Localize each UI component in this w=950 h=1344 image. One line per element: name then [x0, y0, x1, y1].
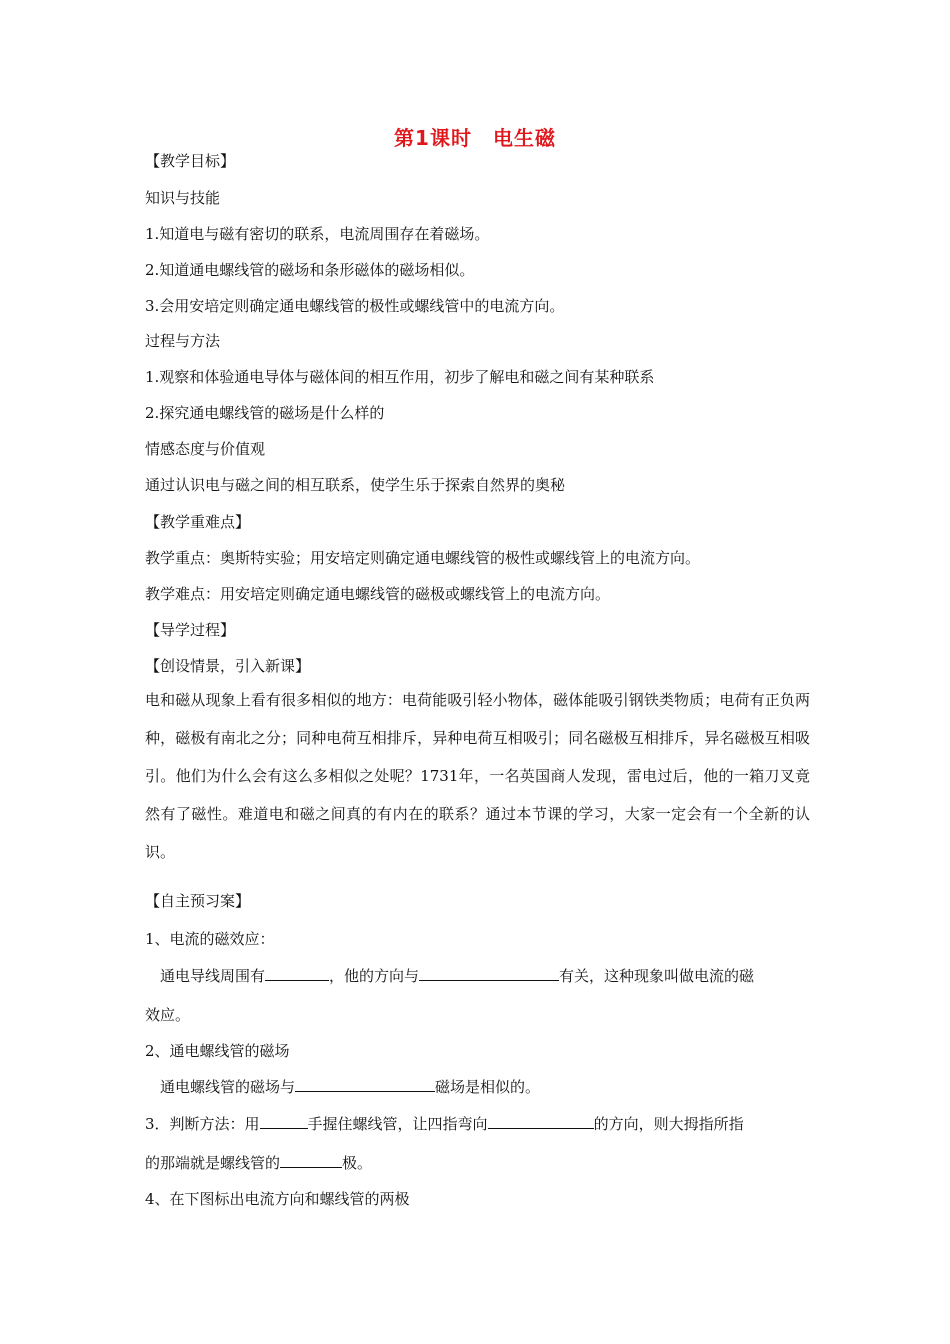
fill-blank[interactable]	[488, 1113, 594, 1129]
objective-item: 1.知道电与磁有密切的联系，电流周围存在着磁场。	[145, 225, 490, 243]
subheading-process-method: 过程与方法	[145, 332, 221, 350]
fill-blank[interactable]	[295, 1076, 435, 1092]
fill-blank[interactable]	[260, 1113, 308, 1129]
question-text: 通电导线周围有	[160, 967, 266, 985]
section-heading-objectives: 【教学目标】	[145, 152, 236, 170]
key-point: 教学重点：奥斯特实验；用安培定则确定通电螺线管的极性或螺线管上的电流方向。	[145, 549, 701, 567]
objective-item: 2.知道通电螺线管的磁场和条形磁体的磁场相似。	[145, 261, 475, 279]
question-2-title: 2、通电螺线管的磁场	[145, 1042, 290, 1060]
question-1-title: 1、电流的磁效应：	[145, 930, 275, 948]
section-heading-process: 【导学过程】	[145, 621, 236, 639]
question-text: 磁场是相似的。	[435, 1078, 541, 1096]
subheading-knowledge-skills: 知识与技能	[145, 189, 221, 207]
question-text: 极。	[342, 1154, 373, 1172]
question-1-continuation: 效应。	[145, 1006, 191, 1024]
subheading-attitude-values: 情感态度与价值观	[145, 440, 266, 458]
fill-blank[interactable]	[265, 965, 329, 981]
question-3-continuation	[145, 1152, 372, 1174]
objective-item: 3.会用安培定则确定通电螺线管的极性或螺线管中的电流方向。	[145, 297, 565, 315]
question-text: ，他的方向与	[329, 967, 420, 985]
difficult-point: 教学难点：用安培定则确定通电螺线管的磁极或螺线管上的电流方向。	[145, 585, 611, 603]
question-text: 的那端就是螺线管的	[145, 1154, 281, 1172]
page-title: 第1课时 电生磁	[394, 126, 556, 150]
question-4-title: 4、在下图标出电流方向和螺线管的两极	[145, 1190, 410, 1208]
objective-item: 2.探究通电螺线管的磁场是什么样的	[145, 404, 385, 422]
section-heading-intro: 【创设情景，引入新课】	[145, 657, 311, 675]
question-2-line	[160, 1076, 540, 1098]
question-text: 手握住螺线管，让四指弯向	[307, 1115, 488, 1133]
intro-paragraph: 电和磁从现象上看有很多相似的地方：电荷能吸引轻小物体，磁体能吸引钢铁类物质；电荷有正负两种，磁极有南北之分；同种电荷互相排斥，异种电荷互相吸引；同名磁极互相排斥，异名磁极互相吸引。他们为什么会有这么多相似之处呢？1731年，一名英国商人发现，雷电过后，他的一箱刀叉竟然有了磁性。难道电和磁之间真的有内在的联系？通过本节课的学习，大家一定会有一个全新的认识。	[145, 691, 810, 861]
question-text: 通电螺线管的磁场与	[160, 1078, 296, 1096]
question-1-line	[160, 965, 754, 987]
section-heading-key-points: 【教学重难点】	[145, 513, 251, 531]
question-text: 3．判断方法：用	[145, 1115, 260, 1133]
objective-item: 1.观察和体验通电导体与磁体间的相互作用，初步了解电和磁之间有某种联系	[145, 368, 655, 386]
question-text: 有关，这种现象叫做电流的磁	[559, 967, 755, 985]
question-3-line	[145, 1113, 744, 1135]
objective-item: 通过认识电与磁之间的相互联系，使学生乐于探索自然界的奥秘	[145, 476, 566, 494]
question-text: 的方向，则大拇指所指	[593, 1115, 744, 1133]
fill-blank[interactable]	[419, 965, 559, 981]
section-heading-preview: 【自主预习案】	[145, 892, 251, 910]
fill-blank[interactable]	[280, 1152, 342, 1168]
